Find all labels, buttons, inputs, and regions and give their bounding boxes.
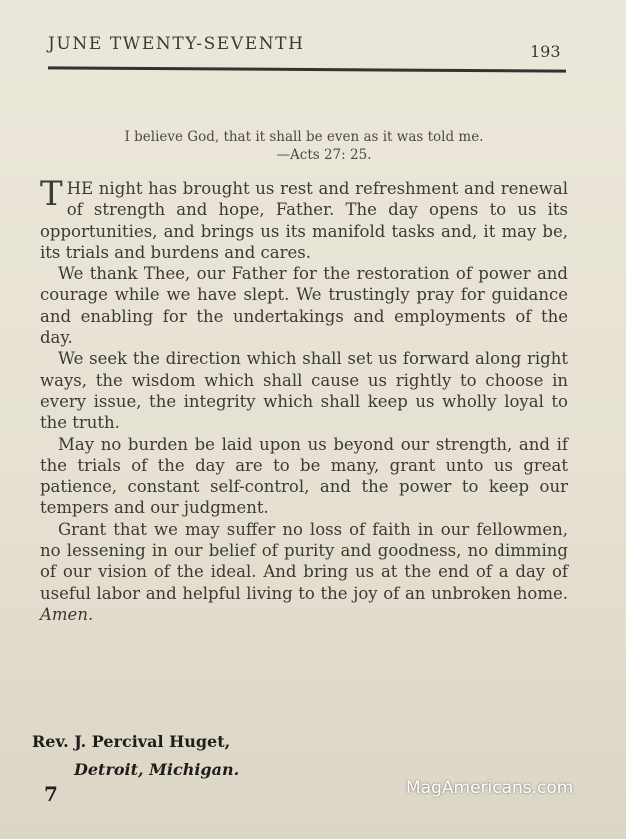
scripture-verse [44,128,564,164]
verse-reference: —Acts 27: 25. [276,147,372,163]
signature-mark: 7 [44,782,58,806]
verse-text: I believe God, that it shall be even as it was told me. [124,129,484,145]
prayer-paragraph: We seek the direction which shall set us forward along right ways, the wisdom which shall cause us rightly to choose in every issue, the integrity which shall keep us wholly loyal to the truth. [40,349,568,433]
paragraph-text: Grant that we may suffer no loss of faith in our fellowmen, no lessening in our belief of purity and goodness, no dimming of our vision of the ideal. And bring us at the end of a day of useful labor and helpful living to the joy of an unbroken home. [40,519,568,603]
amen: Amen. [40,604,94,624]
prayer-paragraph [40,519,568,625]
prayer-paragraph [40,174,568,263]
paragraph-text: HE night has brought us rest and refreshment and renewal of strength and hope, Father. The day opens to us its opportunities, and brings us its manifold tasks and, it may be, its trials and burdens and cares. [40,179,568,262]
prayer-paragraph: May no burden be laid upon us beyond our strength, and if the trials of the day are to be many, grant unto us great patience, constant self-control, and the power to keep our tempers and our judgment. [40,434,568,518]
prayer-paragraph: We thank Thee, our Father for the restoration of power and courage while we have slept. We trustingly pray for guidance and enabling for the undertakings and employments of the day. [40,264,568,348]
author-name: Rev. J. Percival Huget, [32,732,231,751]
author-place: Detroit, Michigan. [74,760,240,779]
prayer-body [40,174,568,625]
page-header-title: JUNE TWENTY-SEVENTH [48,34,305,54]
drop-cap: T [40,174,63,214]
header-rule [48,66,566,72]
page-number: 193 [530,42,561,61]
watermark: MagAmericans.com [406,778,574,798]
